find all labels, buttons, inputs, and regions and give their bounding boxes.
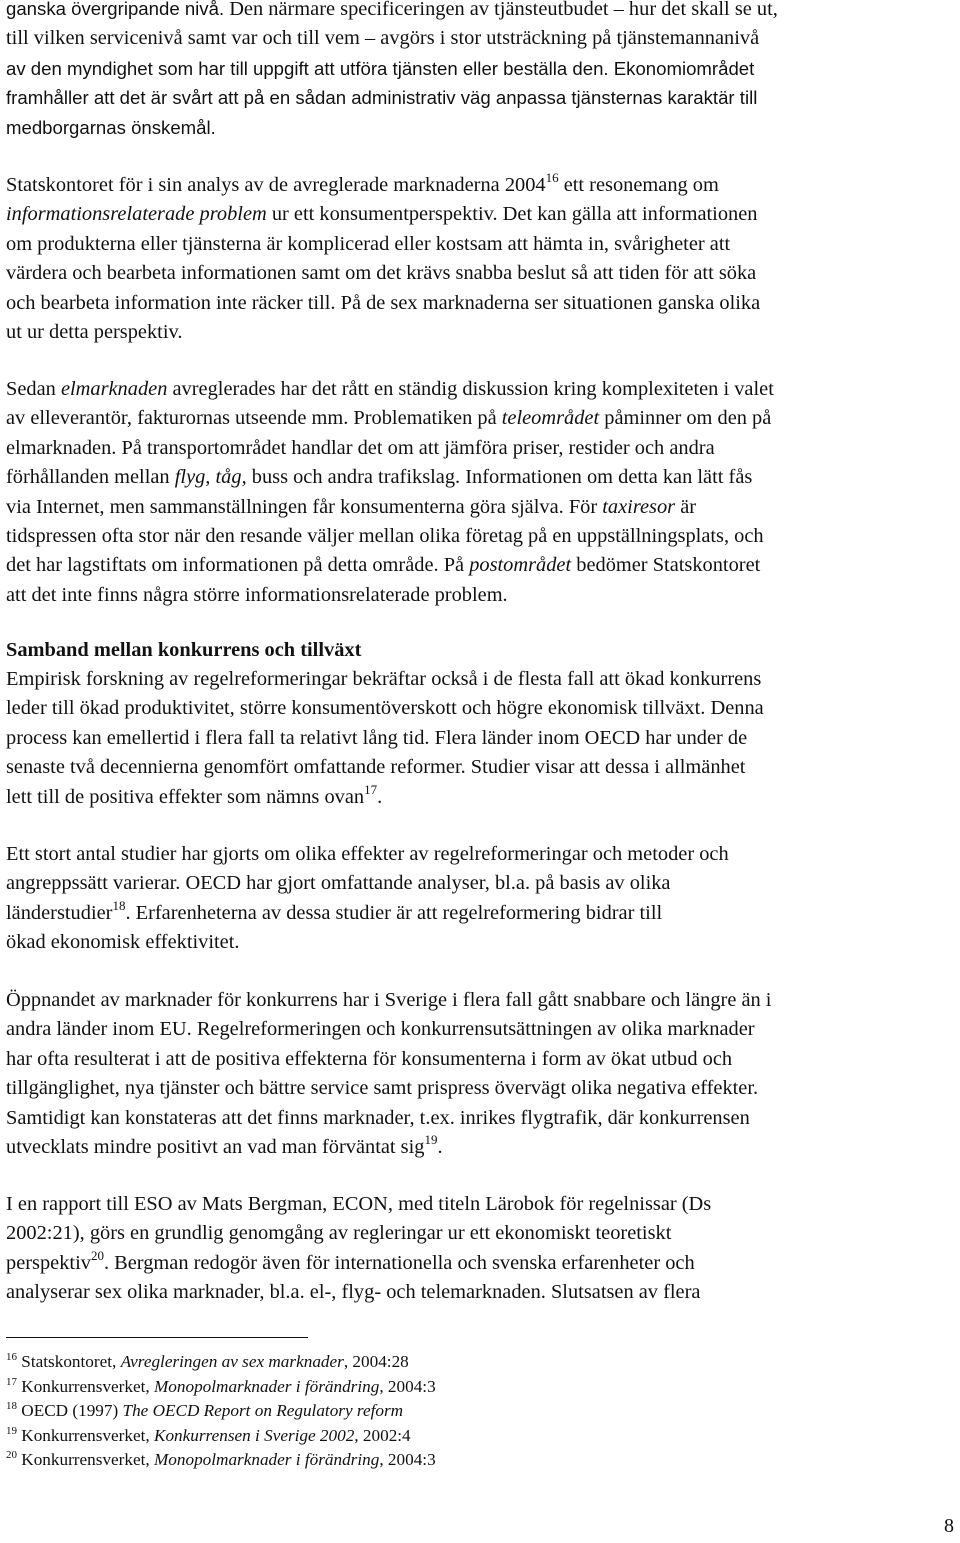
- paragraph-rapport: [6, 1190, 954, 1308]
- text-run: påminner om den på: [599, 407, 772, 430]
- text-line: angreppssätt varierar. OECD har gjort omfattande analyser, bl.a. på basis av olika: [6, 872, 671, 895]
- text-run: perspektiv: [6, 1251, 91, 1274]
- paragraph-elmarknaden: [6, 375, 954, 610]
- footnote-number: 17: [6, 1375, 17, 1388]
- text-line: Öppnandet av marknader för konkurrens har i Sverige i flera fall gått snabbare och längre än i: [6, 989, 772, 1011]
- text-run: bedömer Statskontoret: [571, 554, 761, 577]
- text-line: I en rapport till ESO av Mats Bergman, ECON, med titeln Lärobok för regelnissar (Ds: [6, 1193, 712, 1215]
- text-line: om produkterna eller tjänsterna är komplicerad eller kostsam att hämta in, svårigheter att: [6, 232, 731, 255]
- paragraph-oppnandet: [6, 986, 954, 1162]
- italic-term: teleområdet: [501, 407, 600, 430]
- text-line: elmarknaden. På transportområdet handlar det om att jämföra priser, restider och andra: [6, 436, 715, 459]
- footnotes: [6, 1350, 436, 1473]
- text-run: lett till de positiva effekter som nämns ovan: [6, 785, 365, 808]
- text-run: via Internet, men sammanställningen får konsumenterna göra själva. För: [6, 495, 603, 518]
- footnote-18: [6, 1399, 436, 1424]
- text-run: .: [377, 785, 383, 808]
- footnote-title: Monopolmarknader i förändring: [153, 1376, 380, 1396]
- text-line: Samtidigt kan konstateras att det finns marknader, t.ex. inrikes flygtrafik, där konkurrensen: [6, 1106, 750, 1129]
- footnote-ref-16: 16: [545, 170, 559, 185]
- footnote-title: Konkurrensen i Sverige 2002,: [153, 1425, 359, 1445]
- paragraph-statskontoret: [6, 171, 954, 347]
- footnote-16: [6, 1350, 436, 1375]
- text-line: till vilken servicenivå samt var och till vem – avgörs i stor utsträckning på tjänstemannanivå: [6, 27, 760, 50]
- text-run: Statskontoret,: [17, 1352, 121, 1371]
- italic-term: taxiresor: [602, 495, 676, 518]
- text-line: av den myndighet som har till uppgift att utföra tjänsten eller beställa den. Ekonomiområdet: [6, 57, 755, 79]
- text-run: länderstudier: [6, 901, 113, 924]
- text-run: Konkurrensverket,: [17, 1450, 154, 1470]
- text-run: förhållanden mellan: [6, 466, 175, 489]
- text-line: tillgänglighet, nya tjänster och bättre service samt prispress övervägt olika negativa effekter.: [6, 1077, 759, 1100]
- italic-term: postområdet: [469, 554, 572, 577]
- text-run: Konkurrensverket,: [17, 1425, 154, 1445]
- footnote-ref-17: 17: [364, 781, 378, 797]
- page-number: 8: [944, 1515, 954, 1537]
- text-run: Statskontoret för i sin analys av de avreglerade marknaderna 2004: [6, 174, 546, 196]
- text-run: , 2004:3: [379, 1450, 436, 1470]
- text-line: framhåller att det är svårt att på en sådan administrativ väg anpassa tjänsternas karaktär till: [6, 87, 758, 109]
- italic-term: elmarknaden: [60, 378, 168, 400]
- footnote-title: The OECD Report on Regulatory reform: [122, 1401, 404, 1421]
- text-run: , 2004:28: [343, 1352, 409, 1371]
- paragraph-studier: [6, 840, 954, 958]
- text-line: process kan emellertid i flera fall ta relativt lång tid. Flera länder inom OECD har under de: [6, 726, 748, 749]
- footnote-title: Monopolmarknader i förändring: [153, 1450, 380, 1470]
- text-run: , buss och andra trafikslag. Informationen om detta kan lätt fås: [241, 466, 753, 489]
- text-run: . Bergman redogör även för internationella och svenska erfarenheter och: [103, 1251, 695, 1274]
- text-run: Den närmare specificeringen av tjänsteutbudet – hur det skall se ut,: [224, 0, 778, 20]
- text-line: och bearbeta information inte räcker till. På de sex marknaderna ser situationen ganska olika: [6, 291, 761, 314]
- text-run: avreglerades har det rått en ständig diskussion kring komplexiteten i valet: [167, 378, 774, 400]
- text-run: . Erfarenheterna av dessa studier är att regelreformering bidrar till: [125, 901, 663, 924]
- footnote-number: 18: [6, 1400, 17, 1413]
- text-run: ett resonemang om: [558, 174, 719, 196]
- text-run: ur ett konsumentperspektiv. Det kan gälla att informationen: [266, 203, 758, 226]
- footnote-title: Avregleringen av sex marknader: [120, 1352, 344, 1371]
- footnote-ref-18: 18: [112, 897, 126, 913]
- text-line: senaste två decennierna genomfört omfattande reformer. Studier visar att dessa i allmänhet: [6, 756, 746, 779]
- text-line: ökad ekonomisk effektivitet.: [6, 931, 240, 954]
- footnote-20: [6, 1448, 436, 1473]
- text-line: har ofta resulterat i att de positiva effekterna för konsumenterna i form av ökat utbud och: [6, 1047, 733, 1070]
- footnote-ref-19: 19: [424, 1132, 438, 1148]
- text-line: leder till ökad produktivitet, större konsumentöverskott och högre ekonomisk tillväxt. Denna: [6, 697, 764, 720]
- footnote-number: 20: [6, 1449, 17, 1462]
- text-run: 2002:4: [358, 1425, 411, 1445]
- text-line: Ett stort antal studier har gjorts om olika effekter av regelreformeringar och metoder och: [6, 843, 729, 865]
- text-run: av elleverantör, fakturornas utseende mm. Problematiken på: [6, 407, 502, 430]
- italic-term: flyg, tåg: [174, 466, 242, 489]
- text-run: Konkurrensverket,: [17, 1376, 154, 1396]
- paragraph-empirisk: [6, 665, 954, 812]
- footnote-ref-20: 20: [90, 1247, 104, 1263]
- paragraph-intro: [6, 0, 954, 142]
- text-run: Sedan: [6, 378, 61, 400]
- section-heading: Samband mellan konkurrens och tillväxt: [6, 639, 362, 661]
- italic-term: informationsrelaterade problem: [6, 203, 267, 226]
- text-run: ganska övergripande nivå.: [6, 0, 225, 19]
- text-line: värdera och bearbeta informationen samt om det krävs snabba beslut så att tiden för att söka: [6, 262, 757, 285]
- text-run: OECD (1997): [17, 1401, 123, 1421]
- text-line: medborgarnas önskemål.: [6, 116, 216, 138]
- text-line: att det inte finns några större informationsrelaterade problem.: [6, 583, 508, 606]
- footnote-number: 16: [6, 1351, 17, 1363]
- footnote-19: [6, 1424, 436, 1449]
- text-line: tidspressen ofta stor när den resande väljer mellan olika företag på en uppställningsplats, och: [6, 525, 764, 548]
- text-line: ut ur detta perspektiv.: [6, 321, 183, 344]
- text-line: analyserar sex olika marknader, bl.a. el-, flyg- och telemarknaden. Slutsatsen av flera: [6, 1281, 701, 1304]
- text-run: , 2004:3: [379, 1376, 436, 1396]
- text-run: är: [675, 495, 697, 518]
- text-run: .: [437, 1136, 443, 1159]
- text-run: utvecklats mindre positivt an vad man förväntat sig: [6, 1136, 425, 1159]
- footnote-number: 19: [6, 1424, 17, 1437]
- text-line: Empirisk forskning av regelreformeringar bekräftar också i de flesta fall att ökad konkurrens: [6, 668, 762, 690]
- footnote-separator: [6, 1337, 308, 1338]
- text-line: 2002:21), görs en grundlig genomgång av regleringar ur ett ekonomiskt teoretiskt: [6, 1222, 672, 1245]
- text-run: det har lagstiftats om informationen på detta område. På: [6, 554, 470, 577]
- footnote-17: [6, 1375, 436, 1400]
- text-line: andra länder inom EU. Regelreformeringen och konkurrensutsättningen av olika marknader: [6, 1018, 755, 1041]
